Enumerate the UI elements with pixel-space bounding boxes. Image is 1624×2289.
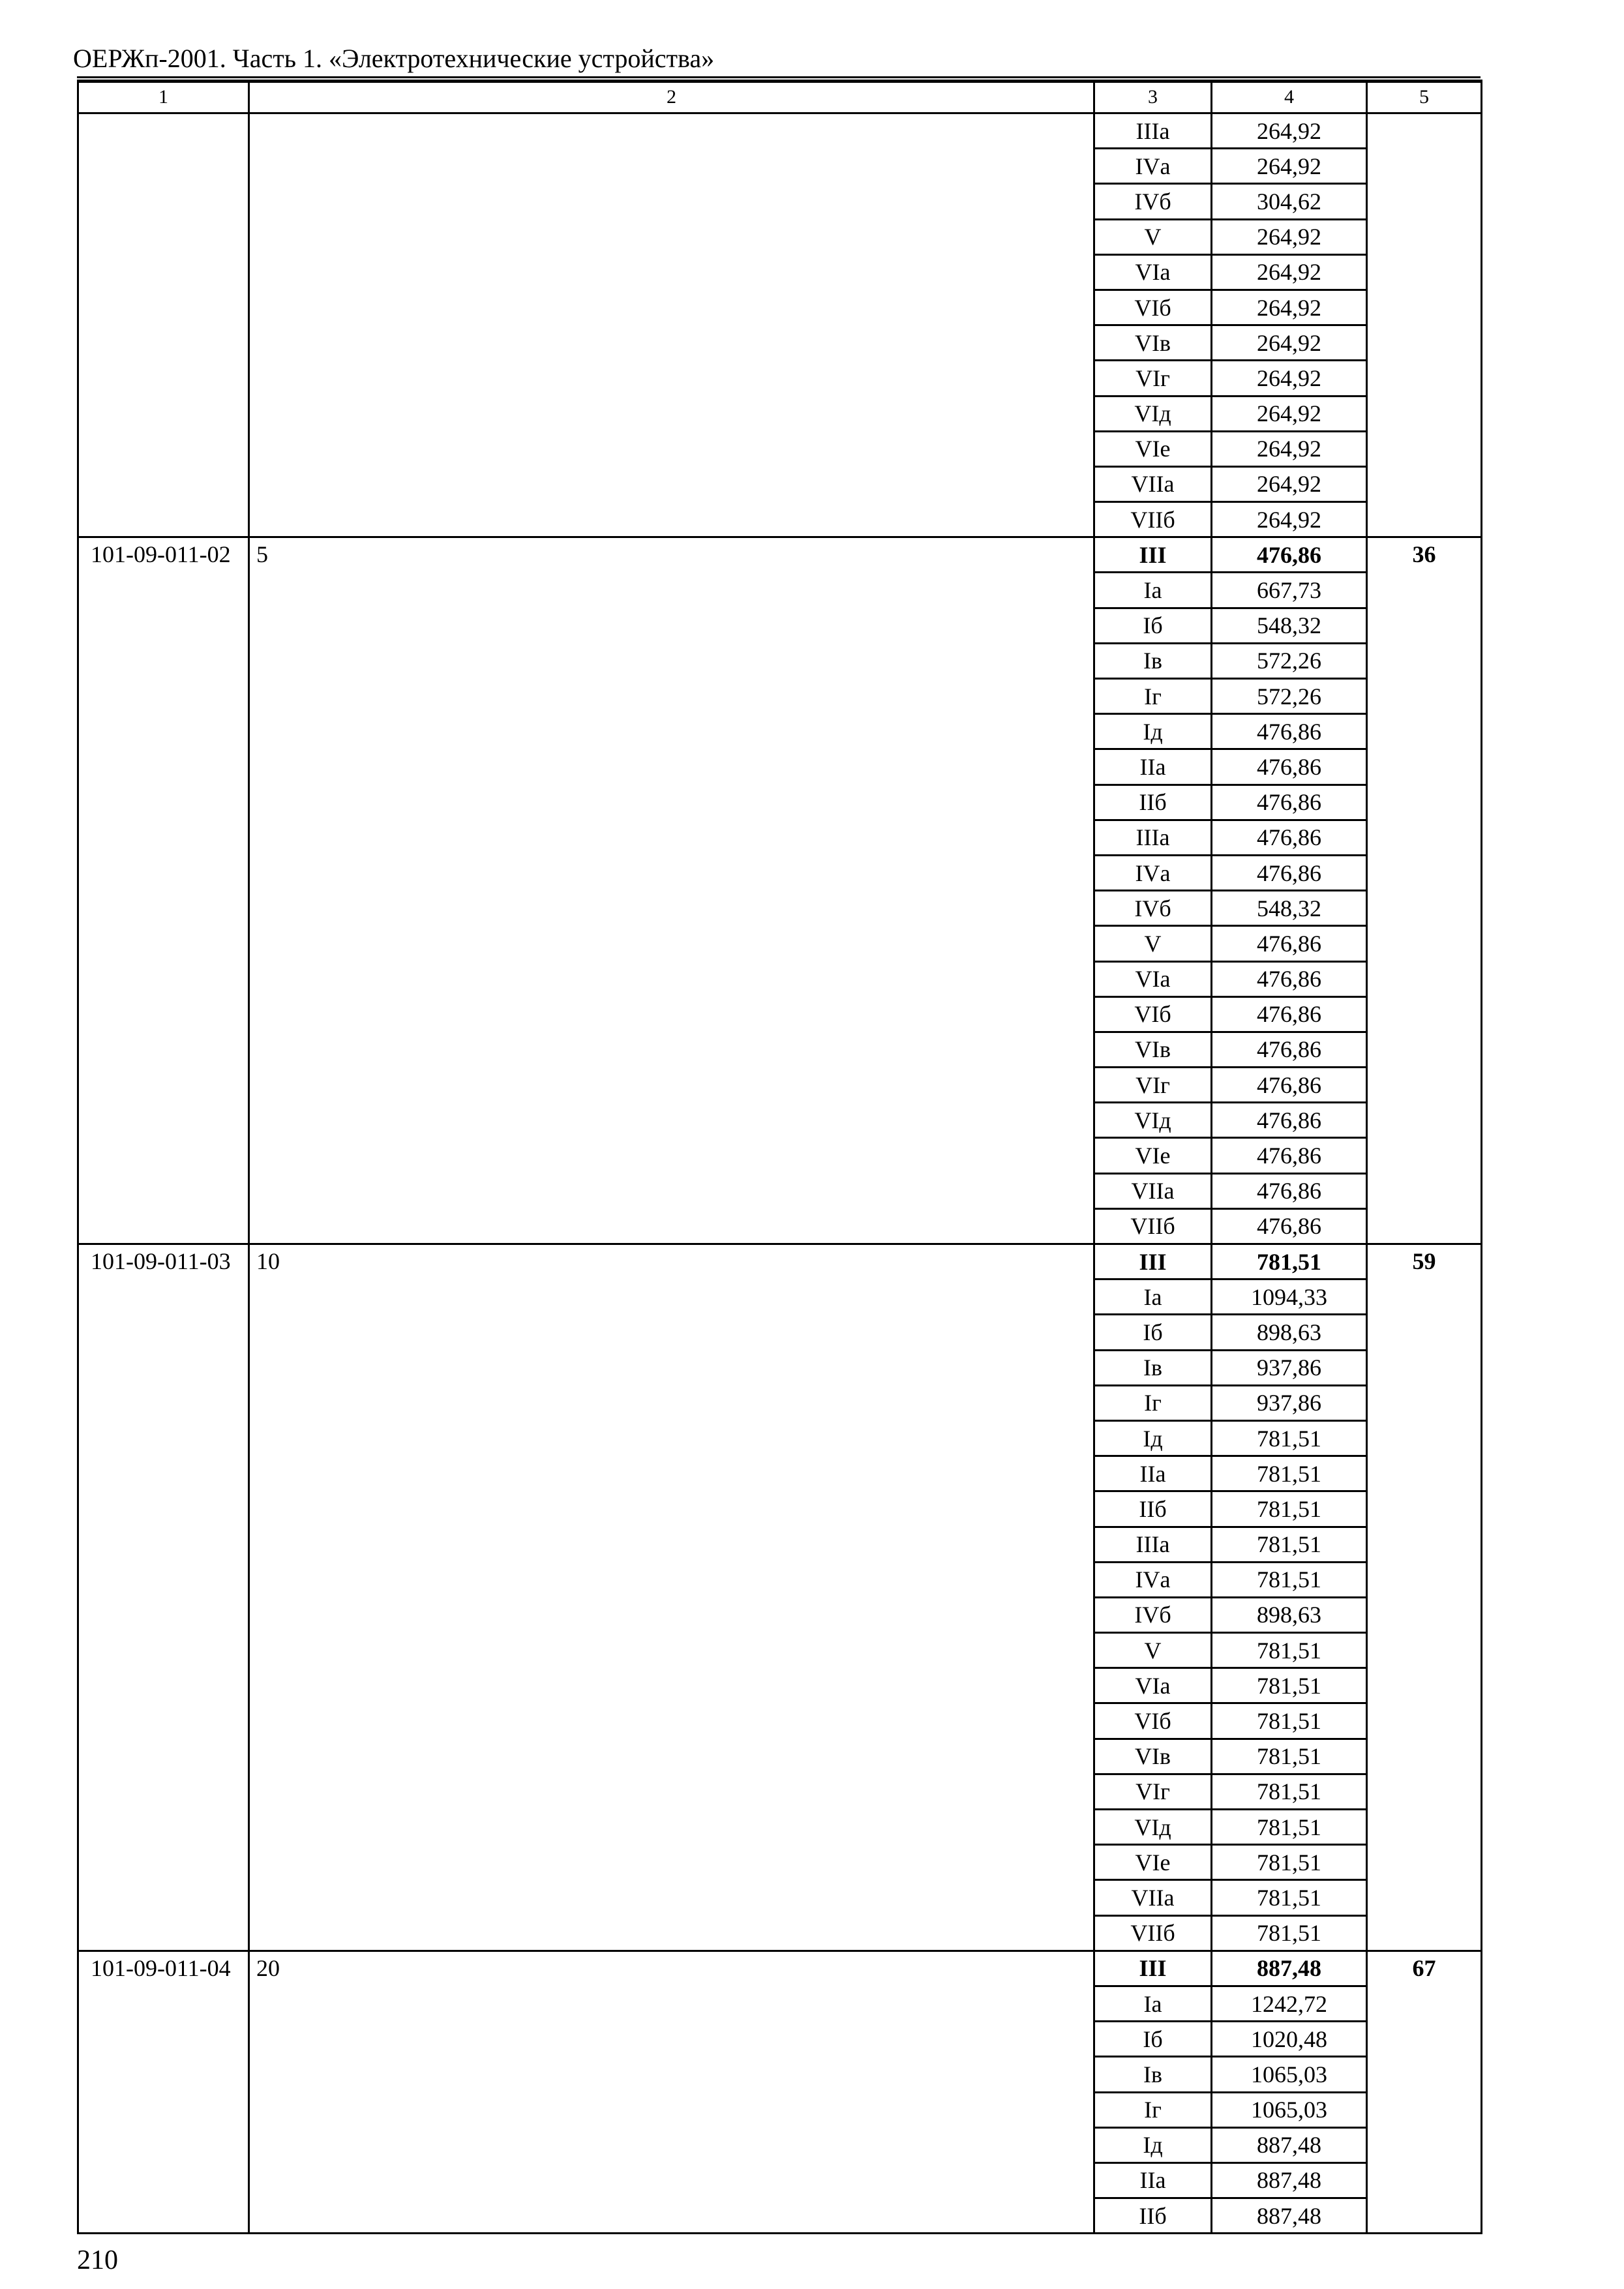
price-cell: 476,86 <box>1212 996 1367 1032</box>
price-cell: 781,51 <box>1212 1880 1367 1915</box>
price-cell: 264,92 <box>1212 502 1367 537</box>
price-cell: 264,92 <box>1212 219 1367 254</box>
zone-cell: Iг <box>1094 2092 1212 2127</box>
zone-cell: Iг <box>1094 1385 1212 1420</box>
zone-cell: IVб <box>1094 891 1212 926</box>
row-total-cell: 36 <box>1367 537 1482 1244</box>
row-code-cell: 101-09-011-03 <box>78 1244 249 1951</box>
zone-cell: IVб <box>1094 184 1212 219</box>
row-parameter-cell: 20 <box>249 1951 1094 2234</box>
price-cell: 887,48 <box>1212 2127 1367 2162</box>
zone-cell: Iд <box>1094 1420 1212 1456</box>
price-cell: 781,51 <box>1212 1810 1367 1845</box>
price-cell: 264,92 <box>1212 113 1367 149</box>
zone-cell: IIа <box>1094 1456 1212 1491</box>
price-cell: 548,32 <box>1212 608 1367 643</box>
zone-cell: VIIб <box>1094 1208 1212 1244</box>
row-code-cell: 101-09-011-02 <box>78 537 249 1244</box>
zone-cell: IIб <box>1094 1491 1212 1527</box>
price-cell: 937,86 <box>1212 1350 1367 1385</box>
zone-cell: IIб <box>1094 2198 1212 2234</box>
price-cell: 781,51 <box>1212 1420 1367 1456</box>
column-header-2: 2 <box>249 81 1094 113</box>
zone-cell: IIIа <box>1094 113 1212 149</box>
zone-cell: Iа <box>1094 573 1212 608</box>
price-cell: 781,51 <box>1212 1739 1367 1774</box>
price-cell: 548,32 <box>1212 891 1367 926</box>
price-cell: 476,86 <box>1212 961 1367 996</box>
price-cell: 572,26 <box>1212 679 1367 714</box>
zone-cell: VIб <box>1094 290 1212 325</box>
zone-cell: VIе <box>1094 1845 1212 1880</box>
zone-cell: V <box>1094 219 1212 254</box>
row-code-cell <box>78 113 249 537</box>
zone-cell: III <box>1094 537 1212 573</box>
zone-cell: VIв <box>1094 1032 1212 1067</box>
zone-cell: VIIа <box>1094 1173 1212 1208</box>
price-cell: 476,86 <box>1212 820 1367 855</box>
zone-cell: VIг <box>1094 361 1212 396</box>
zone-cell: VIв <box>1094 325 1212 361</box>
table-row <box>78 1244 1482 1279</box>
price-cell: 476,86 <box>1212 1138 1367 1173</box>
zone-cell: VIе <box>1094 431 1212 466</box>
zone-cell: IVб <box>1094 1597 1212 1632</box>
zone-cell: IIа <box>1094 2162 1212 2198</box>
row-total-cell: 67 <box>1367 1951 1482 2234</box>
row-code-cell: 101-09-011-04 <box>78 1951 249 2234</box>
price-cell: 937,86 <box>1212 1385 1367 1420</box>
price-cell: 476,86 <box>1212 785 1367 820</box>
row-parameter-cell <box>249 113 1094 537</box>
row-parameter-cell: 10 <box>249 1244 1094 1951</box>
price-cell: 1020,48 <box>1212 2022 1367 2057</box>
price-cell: 264,92 <box>1212 149 1367 184</box>
price-cell: 264,92 <box>1212 396 1367 431</box>
price-cell: 887,48 <box>1212 2162 1367 2198</box>
price-cell: 781,51 <box>1212 1527 1367 1562</box>
zone-cell: VIд <box>1094 1103 1212 1138</box>
price-cell: 781,51 <box>1212 1703 1367 1739</box>
column-header-1: 1 <box>78 81 249 113</box>
price-cell: 476,86 <box>1212 855 1367 890</box>
zone-cell: IIб <box>1094 785 1212 820</box>
table-row <box>78 1951 1482 1986</box>
price-cell: 476,86 <box>1212 537 1367 573</box>
zone-cell: Iг <box>1094 679 1212 714</box>
zone-cell: Iб <box>1094 2022 1212 2057</box>
price-cell: 781,51 <box>1212 1845 1367 1880</box>
zone-cell: VIг <box>1094 1068 1212 1103</box>
row-parameter-cell: 5 <box>249 537 1094 1244</box>
zone-cell: Iб <box>1094 608 1212 643</box>
price-cell: 476,86 <box>1212 1032 1367 1067</box>
price-cell: 264,92 <box>1212 254 1367 290</box>
document-title: ОЕРЖп-2001. Часть 1. «Электротехнические устройства» <box>73 44 715 73</box>
price-cell: 887,48 <box>1212 1951 1367 1986</box>
price-cell: 476,86 <box>1212 926 1367 961</box>
row-total-cell <box>1367 113 1482 537</box>
price-cell: 898,63 <box>1212 1315 1367 1350</box>
zone-cell: VIа <box>1094 961 1212 996</box>
zone-cell: VIIб <box>1094 1915 1212 1951</box>
price-cell: 887,48 <box>1212 2198 1367 2234</box>
price-cell: 476,86 <box>1212 1103 1367 1138</box>
zone-cell: III <box>1094 1951 1212 1986</box>
zone-cell: III <box>1094 1244 1212 1279</box>
price-cell: 476,86 <box>1212 749 1367 785</box>
zone-cell: VIIа <box>1094 1880 1212 1915</box>
zone-cell: VIд <box>1094 1810 1212 1845</box>
zone-cell: VIб <box>1094 996 1212 1032</box>
zone-cell: Iа <box>1094 1279 1212 1315</box>
price-cell: 898,63 <box>1212 1597 1367 1632</box>
zone-cell: V <box>1094 1633 1212 1668</box>
price-cell: 781,51 <box>1212 1491 1367 1527</box>
price-cell: 781,51 <box>1212 1668 1367 1703</box>
rates-table-body <box>78 81 1482 2234</box>
price-cell: 264,92 <box>1212 361 1367 396</box>
row-total-cell: 59 <box>1367 1244 1482 1951</box>
price-cell: 781,51 <box>1212 1244 1367 1279</box>
zone-cell: Iв <box>1094 1350 1212 1385</box>
zone-cell: IIIа <box>1094 820 1212 855</box>
page-number: 210 <box>77 2245 118 2275</box>
price-cell: 476,86 <box>1212 1068 1367 1103</box>
zone-cell: Iв <box>1094 643 1212 678</box>
price-cell: 781,51 <box>1212 1562 1367 1597</box>
price-cell: 1094,33 <box>1212 1279 1367 1315</box>
price-cell: 476,86 <box>1212 1173 1367 1208</box>
price-cell: 781,51 <box>1212 1633 1367 1668</box>
zone-cell: VIIб <box>1094 502 1212 537</box>
price-cell: 572,26 <box>1212 643 1367 678</box>
zone-cell: VIд <box>1094 396 1212 431</box>
price-cell: 264,92 <box>1212 466 1367 501</box>
zone-cell: VIIа <box>1094 466 1212 501</box>
zone-cell: VIв <box>1094 1739 1212 1774</box>
price-cell: 264,92 <box>1212 431 1367 466</box>
zone-cell: IIа <box>1094 749 1212 785</box>
zone-cell: IVа <box>1094 1562 1212 1597</box>
price-cell: 264,92 <box>1212 325 1367 361</box>
zone-cell: Iа <box>1094 1986 1212 2021</box>
price-cell: 781,51 <box>1212 1915 1367 1951</box>
zone-cell: VIе <box>1094 1138 1212 1173</box>
zone-cell: V <box>1094 926 1212 961</box>
zone-cell: IIIа <box>1094 1527 1212 1562</box>
table-header-row <box>78 81 1482 113</box>
zone-cell: VIа <box>1094 1668 1212 1703</box>
rates-table <box>77 80 1482 2234</box>
price-cell: 1242,72 <box>1212 1986 1367 2021</box>
price-cell: 264,92 <box>1212 290 1367 325</box>
price-cell: 667,73 <box>1212 573 1367 608</box>
table-row <box>78 537 1482 573</box>
price-cell: 1065,03 <box>1212 2057 1367 2092</box>
price-cell: 781,51 <box>1212 1456 1367 1491</box>
zone-cell: Iб <box>1094 1315 1212 1350</box>
zone-cell: VIб <box>1094 1703 1212 1739</box>
zone-cell: IVа <box>1094 855 1212 890</box>
price-cell: 1065,03 <box>1212 2092 1367 2127</box>
column-header-3: 3 <box>1094 81 1212 113</box>
price-cell: 781,51 <box>1212 1774 1367 1809</box>
price-cell: 476,86 <box>1212 1208 1367 1244</box>
column-header-5: 5 <box>1367 81 1482 113</box>
zone-cell: VIг <box>1094 1774 1212 1809</box>
zone-cell: Iд <box>1094 714 1212 749</box>
column-header-4: 4 <box>1212 81 1367 113</box>
zone-cell: IVа <box>1094 149 1212 184</box>
header-rule <box>77 76 1481 78</box>
zone-cell: Iв <box>1094 2057 1212 2092</box>
price-cell: 304,62 <box>1212 184 1367 219</box>
table-row <box>78 113 1482 149</box>
price-cell: 476,86 <box>1212 714 1367 749</box>
zone-cell: VIа <box>1094 254 1212 290</box>
zone-cell: Iд <box>1094 2127 1212 2162</box>
